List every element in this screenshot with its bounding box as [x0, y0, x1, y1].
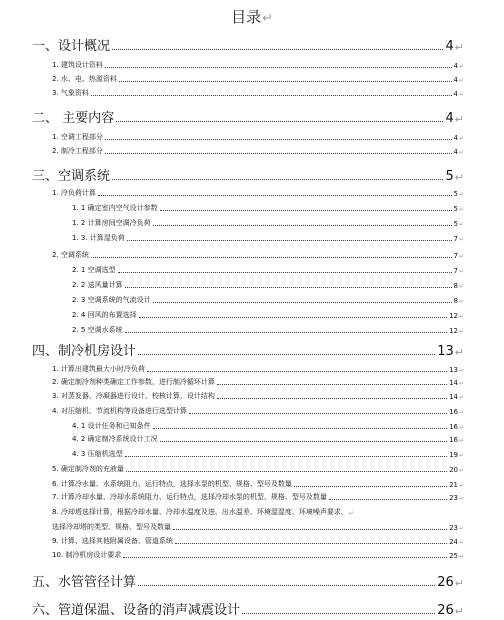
paragraph-mark-icon: ↵ — [459, 298, 464, 305]
toc-entry-label: 3. 气象资料 — [52, 89, 89, 97]
toc-entry-label: 二、 主要内容 — [32, 111, 115, 126]
toc-entry-label: 4. 3 压缩机选型 — [72, 450, 123, 458]
dot-leader — [91, 95, 452, 96]
dot-leader — [119, 81, 452, 82]
toc-entry[interactable] — [72, 434, 464, 444]
toc-entry-label: 五、水管管径计算 — [32, 575, 137, 590]
toc-entry[interactable] — [72, 218, 464, 228]
dot-leader — [175, 543, 447, 544]
toc-page-number: 4 — [453, 134, 459, 142]
toc-page-number: 26 — [437, 575, 454, 590]
toc-entry[interactable] — [52, 464, 464, 474]
dot-leader — [153, 225, 452, 226]
paragraph-mark-icon: ↵ — [459, 268, 464, 275]
toc-entry-label: 1. 建筑设计资料 — [52, 61, 103, 69]
dot-leader — [329, 499, 447, 500]
toc-page-number: 19 — [449, 451, 459, 459]
toc-entry-label: 10. 制冷机房设计要求 — [52, 551, 122, 559]
toc-entry-label: 6. 计算冷水量、水系统阻力、运行特点，选择水泵的机型、规格、型号及数量 — [52, 480, 292, 488]
toc-page-number: 4 — [453, 62, 459, 70]
paragraph-mark-icon: ↵ — [459, 63, 464, 70]
toc-chapter-entry[interactable] — [32, 166, 464, 184]
toc-page-number: 5 — [453, 190, 459, 198]
toc-entry-label: 1. 冷负荷计算 — [52, 189, 96, 197]
toc-page-number: 13 — [449, 366, 459, 374]
paragraph-mark-icon: ↵ — [459, 91, 464, 98]
toc-entry-label: 2. 5 空调水系统 — [72, 326, 123, 334]
toc-page-number: 14 — [449, 379, 459, 387]
dot-leader — [116, 121, 443, 122]
toc-entry-label: 1. 1 确定室内空气设计参数 — [72, 204, 158, 212]
dot-leader — [217, 384, 447, 385]
toc-page-number: 20 — [449, 466, 459, 474]
dot-leader — [98, 195, 452, 196]
dot-leader — [160, 210, 452, 211]
dot-leader — [105, 67, 452, 68]
toc-entry[interactable] — [72, 421, 464, 431]
toc-entry[interactable] — [72, 203, 464, 213]
toc-entry[interactable] — [52, 188, 464, 198]
toc-entry-label: 9. 计算、选择其他附属设备、管道系统 — [52, 537, 173, 545]
paragraph-mark-icon: ↵ — [459, 191, 464, 198]
toc-entry[interactable] — [72, 295, 464, 305]
toc-entry[interactable] — [72, 265, 464, 275]
dot-leader — [123, 557, 447, 558]
toc-entry-label: 六、管道保温、设备的消声减震设计 — [32, 603, 241, 618]
paragraph-mark-icon: ↵ — [459, 221, 464, 228]
paragraph-mark-icon: ↵ — [459, 482, 464, 489]
toc-entry[interactable] — [72, 280, 464, 290]
dot-leader — [105, 153, 452, 154]
paragraph-mark-icon: ↵ — [459, 77, 464, 84]
toc-entry-label: 8. 冷却塔选择计算，根据冷却水量、冷却水温度及进、出水温差、环境湿湿度、环境噪声要求， — [52, 508, 348, 516]
toc-page-number: 4 — [445, 111, 454, 126]
toc-entry[interactable] — [52, 492, 464, 502]
toc-entry[interactable] — [72, 233, 464, 243]
toc-page-number: 7 — [453, 235, 459, 243]
toc-entry[interactable] — [52, 507, 464, 517]
dot-leader — [125, 287, 452, 288]
toc-entry-label: 2. 水、电、热源资料 — [52, 75, 117, 83]
paragraph-mark-icon: ↵ — [459, 313, 464, 320]
toc-page-number: 21 — [449, 481, 459, 489]
dot-leader — [153, 302, 452, 303]
dot-leader — [217, 398, 447, 399]
toc-page-number: 25 — [449, 552, 459, 560]
toc-page-number: 7 — [453, 252, 459, 260]
paragraph-mark-icon: ↵ — [454, 171, 464, 184]
toc-entry[interactable] — [72, 325, 464, 335]
dot-leader — [112, 179, 443, 180]
paragraph-mark-icon: ↵ — [459, 283, 464, 290]
toc-chapter-entry[interactable] — [32, 600, 464, 618]
dot-leader — [138, 354, 435, 355]
dot-leader — [118, 272, 452, 273]
toc-entry[interactable] — [52, 146, 464, 156]
dot-leader — [127, 240, 452, 241]
paragraph-mark-icon: ↵ — [348, 510, 354, 517]
paragraph-mark-icon: ↵ — [459, 206, 464, 213]
toc-entry[interactable] — [52, 406, 464, 416]
toc-entry-label: 1. 计算出建筑最大小时冷负荷 — [52, 365, 145, 373]
dot-leader — [138, 585, 435, 586]
toc-page-number: 8 — [453, 297, 459, 305]
toc-entry[interactable] — [52, 74, 464, 84]
toc-entry-label: 4. 对压缩机、节流机构等设备进行选型计算 — [52, 407, 187, 415]
toc-page-number: 12 — [449, 327, 459, 335]
toc-chapter-entry[interactable] — [32, 36, 464, 54]
paragraph-mark-icon: ↵ — [262, 11, 273, 26]
paragraph-mark-icon: ↵ — [459, 437, 464, 444]
toc-page-number: 16 — [449, 436, 459, 444]
toc-page-number: 8 — [453, 282, 459, 290]
paragraph-mark-icon: ↵ — [454, 346, 464, 359]
toc-chapter-entry[interactable] — [32, 108, 464, 126]
title-text: 目录 — [231, 8, 262, 26]
toc-entry-label: 4. 2 确定制冷系统设计工况 — [72, 435, 158, 443]
paragraph-mark-icon: ↵ — [459, 467, 464, 474]
toc-entry[interactable] — [52, 391, 464, 401]
toc-entry-label: 3. 对蒸发器、冷凝器进行设计、校核计算，设计结构 — [52, 392, 215, 400]
toc-entry-label: 4. 1 设计任务和已知条件 — [72, 422, 151, 430]
toc-entry[interactable] — [72, 449, 464, 459]
toc-entry[interactable] — [52, 522, 464, 532]
paragraph-mark-icon: ↵ — [454, 41, 464, 54]
toc-entry-label: 2. 1 空调选型 — [72, 266, 116, 274]
paragraph-mark-icon: ↵ — [454, 113, 464, 126]
toc-page-number: 23 — [449, 494, 459, 502]
toc-page-number: 4 — [453, 76, 459, 84]
toc-page-number: 5 — [453, 205, 459, 213]
dot-leader — [126, 471, 447, 472]
toc-page-number: 4 — [453, 90, 459, 98]
toc-entry[interactable] — [52, 250, 464, 260]
toc-entry[interactable] — [52, 550, 464, 560]
toc-page-number: 5 — [453, 220, 459, 228]
dot-leader — [125, 456, 448, 457]
toc-entry[interactable] — [52, 132, 464, 142]
paragraph-mark-icon: ↵ — [454, 605, 464, 618]
dot-leader — [139, 317, 448, 318]
paragraph-mark-icon: ↵ — [459, 409, 464, 416]
toc-page-number: 24 — [449, 538, 459, 546]
toc-entry[interactable] — [52, 60, 464, 70]
paragraph-mark-icon: ↵ — [459, 236, 464, 243]
toc-entry[interactable] — [52, 88, 464, 98]
toc-page-number: 16 — [449, 408, 459, 416]
toc-page-number: 23 — [449, 524, 459, 532]
dot-leader — [294, 486, 447, 487]
paragraph-mark-icon: ↵ — [459, 539, 464, 546]
toc-page-number: 4 — [445, 39, 454, 54]
paragraph-mark-icon: ↵ — [459, 424, 464, 431]
dot-leader — [105, 139, 452, 140]
paragraph-mark-icon: ↵ — [459, 367, 464, 374]
toc-entry[interactable] — [72, 310, 464, 320]
toc-entry-label: 1. 2 计算房间空调冷负荷 — [72, 219, 151, 227]
toc-chapter-entry[interactable] — [32, 572, 464, 590]
toc-entry-label: 2. 4 回风的布置选择 — [72, 311, 137, 319]
toc-page-number: 5 — [445, 169, 454, 184]
toc-page-number: 26 — [437, 603, 454, 618]
dot-leader — [112, 49, 443, 50]
toc-entry[interactable] — [52, 536, 464, 546]
toc-page-number: 12 — [449, 312, 459, 320]
dot-leader — [125, 332, 448, 333]
toc-entry-label: 5. 确定制冷剂的充液量 — [52, 465, 124, 473]
dot-leader — [242, 613, 435, 614]
toc-page-number: 14 — [449, 393, 459, 401]
dot-leader — [189, 413, 447, 414]
paragraph-mark-icon: ↵ — [459, 452, 464, 459]
toc-entry-label: 2. 3 空调系统的气流设计 — [72, 296, 151, 304]
paragraph-mark-icon: ↵ — [459, 553, 464, 560]
toc-entry-label: 7. 计算冷却水量、冷却水系统阻力、运行特点，选择冷却水泵的机型、规格、型号及数量 — [52, 493, 327, 501]
toc-entry-label: 1. 3. 计算湿负荷 — [72, 234, 125, 242]
toc-entry[interactable] — [52, 364, 464, 374]
paragraph-mark-icon: ↵ — [454, 577, 464, 590]
paragraph-mark-icon: ↵ — [459, 495, 464, 502]
dot-leader — [91, 257, 452, 258]
dot-leader — [153, 428, 448, 429]
toc-page-number: 4 — [453, 148, 459, 156]
dot-leader — [160, 441, 448, 442]
toc-entry-label: 三、空调系统 — [32, 169, 111, 184]
toc-entry-label: 2. 制冷工程部分 — [52, 147, 103, 155]
paragraph-mark-icon: ↵ — [459, 135, 464, 142]
dot-leader — [147, 371, 447, 372]
toc-entry[interactable] — [52, 377, 464, 387]
paragraph-mark-icon: ↵ — [459, 394, 464, 401]
paragraph-mark-icon: ↵ — [459, 328, 464, 335]
toc-entry-label: 选择冷却塔的类型、规格、型号及数量 — [52, 523, 171, 531]
toc-chapter-entry[interactable] — [32, 341, 464, 359]
paragraph-mark-icon: ↵ — [459, 253, 464, 260]
toc-entry-label: 2. 确定制冷剂种类确定工作参数，进行制冷循环计算 — [52, 378, 215, 386]
toc-entry-label: 四、制冷机房设计 — [32, 344, 137, 359]
toc-page-number: 7 — [453, 267, 459, 275]
toc-entry-label: 1. 空调工程部分 — [52, 133, 103, 141]
toc-entry-label: 2. 2 送风量计算 — [72, 281, 123, 289]
toc-page-number: 16 — [449, 423, 459, 431]
paragraph-mark-icon: ↵ — [459, 380, 464, 387]
toc-entry-label: 2. 空调系统 — [52, 251, 89, 259]
paragraph-mark-icon: ↵ — [459, 149, 464, 156]
dot-leader — [173, 529, 447, 530]
toc-page-number: 13 — [437, 344, 454, 359]
paragraph-mark-icon: ↵ — [459, 525, 464, 532]
toc-entry-label: 一、设计概况 — [32, 39, 111, 54]
toc-entry[interactable] — [52, 479, 464, 489]
